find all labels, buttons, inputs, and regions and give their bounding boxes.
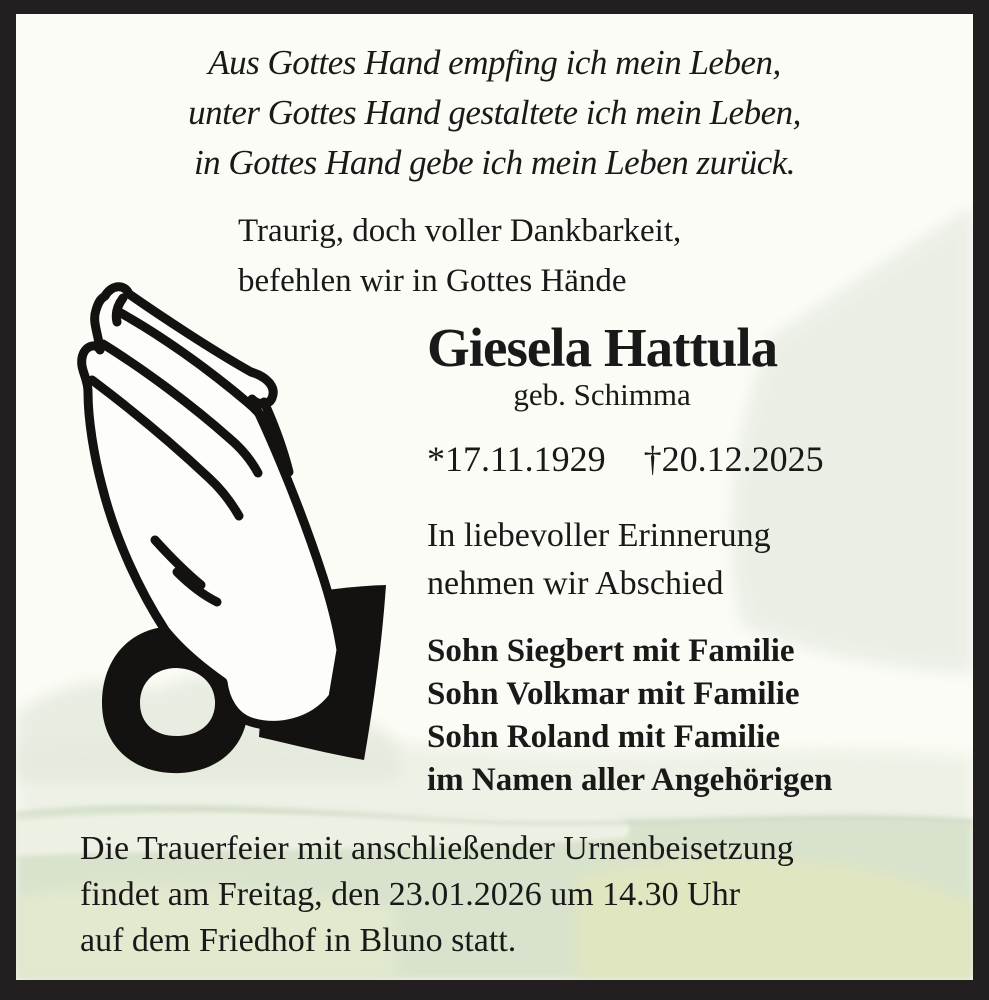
verse-line-1: Aus Gottes Hand empfing ich mein Leben, — [208, 43, 781, 82]
intro-line-2: befehlen wir in Gottes Hände — [238, 263, 627, 299]
mourner-line-1: Sohn Siegbert mit Familie — [427, 633, 795, 669]
praying-hands-icon — [57, 272, 402, 792]
mourners-list — [427, 630, 967, 802]
deceased-name: Giesela Hattula — [427, 317, 778, 378]
funeral-info — [80, 826, 950, 964]
verse-line-3: in Gottes Hand gebe ich mein Leben zurück. — [193, 143, 796, 182]
death-date: †20.12.2025 — [643, 439, 824, 479]
opening-verse — [0, 38, 989, 188]
mourner-line-2: Sohn Volkmar mit Familie — [427, 676, 800, 712]
birth-date: *17.11.1929 — [427, 439, 606, 479]
funeral-line-3: auf dem Friedhof in Bluno statt. — [80, 922, 517, 959]
life-dates — [427, 438, 967, 480]
funeral-line-2: findet am Freitag, den 23.01.2026 um 14.30 Uhr — [80, 876, 741, 913]
deceased-section — [427, 318, 967, 802]
mourner-line-3: Sohn Roland mit Familie — [427, 719, 780, 755]
farewell-line-2: nehmen wir Abschied — [427, 565, 724, 602]
mourner-line-4: im Namen aller Angehörigen — [427, 762, 833, 798]
name-block — [427, 318, 777, 412]
farewell-line-1: In liebevoller Erinnerung — [427, 517, 771, 554]
verse-line-2: unter Gottes Hand gestaltete ich mein Leben, — [188, 93, 801, 132]
intro-line-1: Traurig, doch voller Dankbarkeit, — [238, 213, 682, 249]
maiden-name: geb. Schimma — [513, 377, 691, 412]
funeral-line-1: Die Trauerfeier mit anschließender Urnenbeisetzung — [80, 830, 794, 867]
farewell-text — [427, 512, 967, 608]
